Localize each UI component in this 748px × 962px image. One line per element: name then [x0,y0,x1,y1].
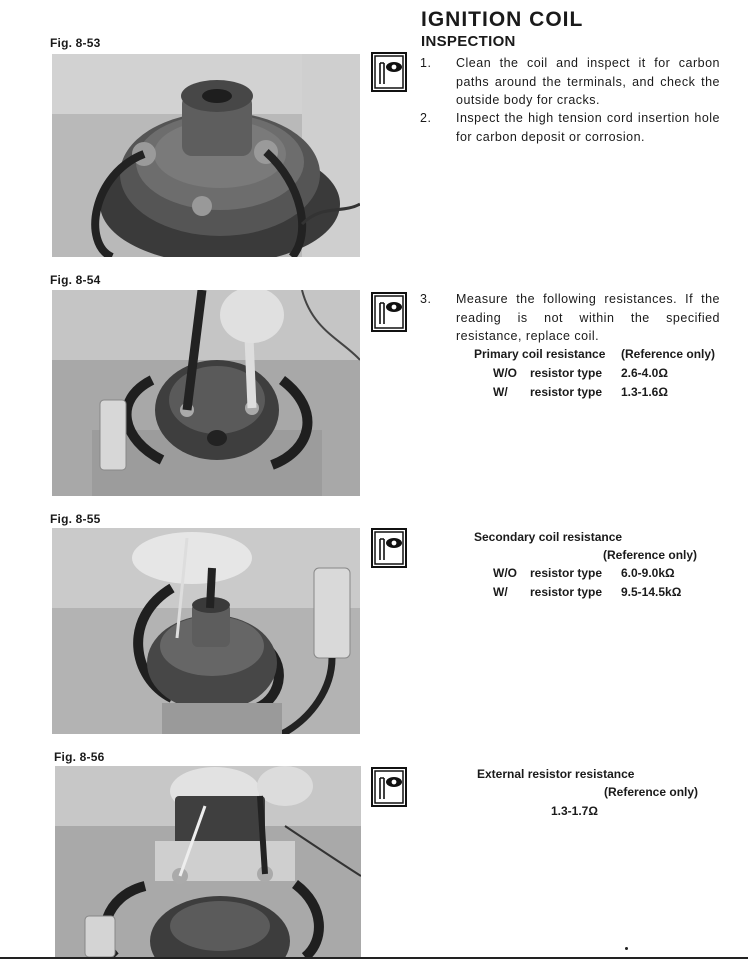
step-2 [420,109,720,147]
figure-label-8-56: Fig. 8-56 [54,750,105,764]
page-bottom-rule [0,957,748,959]
primary-row-value: 1.3-1.6Ω [621,385,668,399]
step-1 [420,54,720,110]
step-1-number: 1. [420,56,432,70]
step-2-text: Inspect the high tension cord insertion hole for carbon deposit or corrosion. [456,111,720,144]
primary-reference-note: (Reference only) [621,347,716,361]
primary-coil-heading: Primary coil resistance [474,347,606,361]
step-3 [420,290,720,346]
figure-label-8-55: Fig. 8-55 [50,512,101,526]
step-3-number: 3. [420,292,432,306]
primary-row-label: resistor type [530,385,603,399]
external-reference-note: (Reference only) [604,785,699,799]
figure-label-8-54: Fig. 8-54 [50,273,101,287]
external-resistor-value: 1.3-1.7Ω [551,804,598,818]
inspection-manual-icon [371,52,407,92]
secondary-row-type: W/O [493,566,517,580]
step-2-number: 2. [420,111,432,125]
print-speck [625,947,628,950]
secondary-row-value: 9.5-14.5kΩ [621,585,682,599]
secondary-row-label: resistor type [530,585,603,599]
figure-photo-8-53 [52,54,360,257]
secondary-reference-note: (Reference only) [603,548,698,562]
inspection-manual-icon [371,528,407,568]
secondary-coil-heading: Secondary coil resistance [474,530,623,544]
inspection-manual-icon [371,767,407,807]
primary-row-type: W/O [493,366,517,380]
secondary-row-type: W/ [493,585,508,599]
page-title: IGNITION COIL [421,8,584,31]
secondary-row-label: resistor type [530,566,603,580]
inspection-manual-icon [371,292,407,332]
secondary-row-value: 6.0-9.0kΩ [621,566,675,580]
step-3-text: Measure the following resistances. If the reading is not within the specified resistance, replace coil. [456,292,720,343]
figure-photo-8-54 [52,290,360,496]
figure-label-8-53: Fig. 8-53 [50,36,101,50]
section-subtitle: INSPECTION [421,33,516,50]
primary-row-value: 2.6-4.0Ω [621,366,668,380]
figure-photo-8-55 [52,528,360,734]
external-resistor-heading: External resistor resistance [477,767,635,781]
step-1-text: Clean the coil and inspect it for carbon paths around the terminals, and check the outside body for cracks. [456,56,720,107]
primary-row-type: W/ [493,385,508,399]
figure-photo-8-56 [55,766,361,957]
primary-row-label: resistor type [530,366,603,380]
